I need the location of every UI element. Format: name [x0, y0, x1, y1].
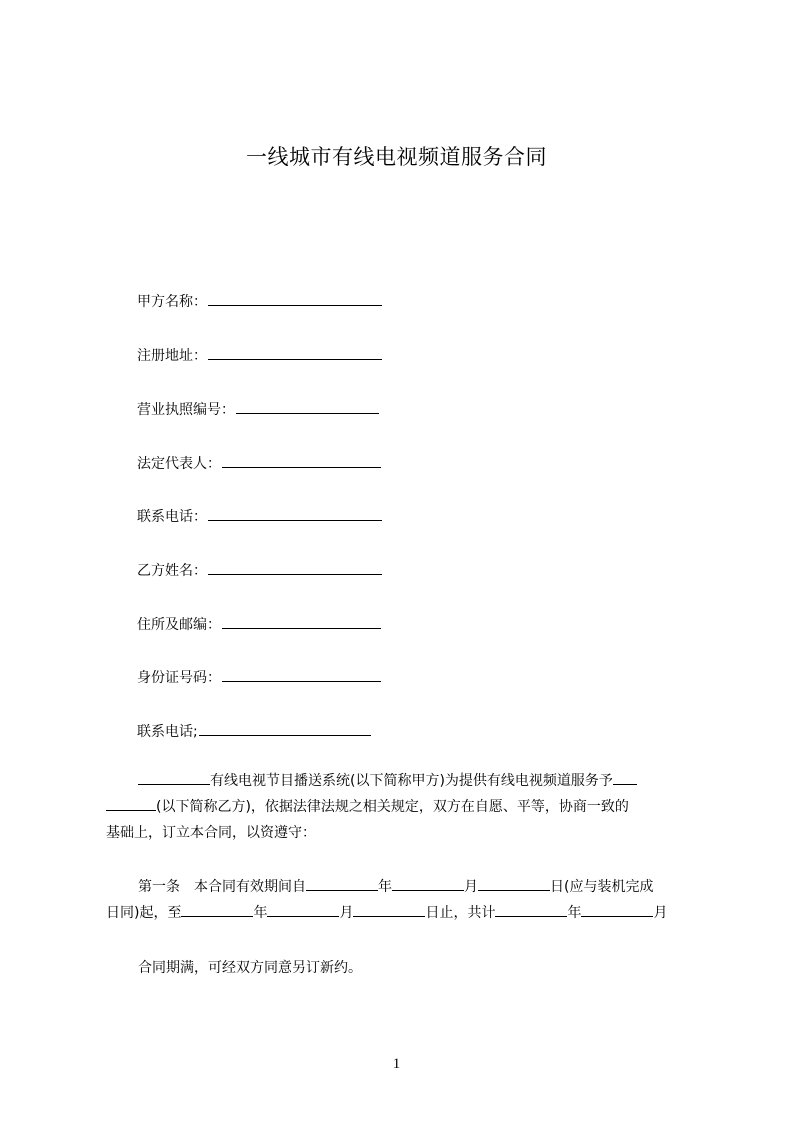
field-party-b-name [137, 560, 382, 580]
intro-line-1 [106, 768, 700, 794]
year-label: 年 [253, 905, 268, 921]
fill-in-blank [581, 902, 653, 917]
fill-in-blank [478, 876, 550, 891]
field-label: 乙方姓名： [137, 563, 207, 579]
article-1-line-2 [106, 900, 700, 926]
page-number: 1 [392, 1056, 401, 1072]
article-text: 日止，共计 [425, 905, 496, 921]
fill-in-blank [222, 453, 381, 468]
field-label: 身份证号码： [137, 670, 221, 686]
field-label: 甲方名称： [137, 294, 207, 310]
article-text: 日同)起，至 [106, 905, 182, 921]
field-label: 住所及邮编： [137, 617, 221, 633]
year-label: 年 [378, 879, 392, 895]
intro-text: 基础上，订立本合同，以资遵守： [106, 825, 316, 841]
field-label: 法定代表人： [137, 456, 221, 472]
fill-in-blank [208, 291, 382, 306]
fill-in-blank [106, 796, 156, 811]
fill-in-blank [353, 902, 425, 917]
field-label: 联系电话; [137, 724, 198, 740]
field-party-a-phone [137, 506, 382, 526]
field-party-a-name [137, 291, 382, 311]
fill-in-blank [208, 345, 382, 360]
fill-in-blank [199, 721, 371, 736]
intro-line-3 [106, 820, 700, 846]
month-label: 月 [464, 879, 478, 895]
fill-in-blank [236, 399, 379, 414]
fill-in-blank [208, 506, 382, 521]
fill-in-blank [138, 770, 210, 785]
month-label: 月 [339, 905, 354, 921]
field-legal-representative [137, 453, 381, 473]
intro-text: (以下简称乙方)，依据法律法规之相关规定，双方在自愿、平等，协商一致的 [156, 799, 629, 815]
month-label: 月 [653, 905, 668, 921]
fill-in-blank [208, 560, 382, 575]
article-text: 日(应与装机完成 [550, 879, 654, 895]
intro-line-2 [106, 794, 700, 820]
field-label: 联系电话： [137, 509, 207, 525]
field-party-b-phone [137, 721, 371, 741]
field-label: 营业执照编号： [137, 402, 235, 418]
field-business-license-number [137, 399, 379, 419]
fill-in-blank [267, 902, 339, 917]
fill-in-blank [181, 902, 253, 917]
fill-in-blank [222, 667, 381, 682]
intro-text: 有线电视节目播送系统(以下简称甲方)为提供有线电视频道服务予 [210, 773, 613, 789]
field-registered-address [137, 345, 382, 365]
article-1-line-1 [106, 874, 700, 900]
fill-in-blank [306, 876, 378, 891]
fill-in-blank [222, 614, 381, 629]
document-title: 一线城市有线电视频道服务合同 [246, 145, 547, 169]
field-id-number [137, 667, 381, 687]
expiry-text: 合同期满，可经双方同意另订新约。 [138, 960, 362, 976]
fill-in-blank [613, 770, 637, 785]
field-label: 注册地址： [137, 348, 207, 364]
expiry-line [106, 955, 700, 981]
fill-in-blank [495, 902, 567, 917]
year-label: 年 [567, 905, 582, 921]
field-residence-postcode [137, 614, 381, 634]
fill-in-blank [392, 876, 464, 891]
article-text: 本合同有效期间自 [194, 879, 306, 895]
article-label: 第一条 [138, 879, 180, 895]
